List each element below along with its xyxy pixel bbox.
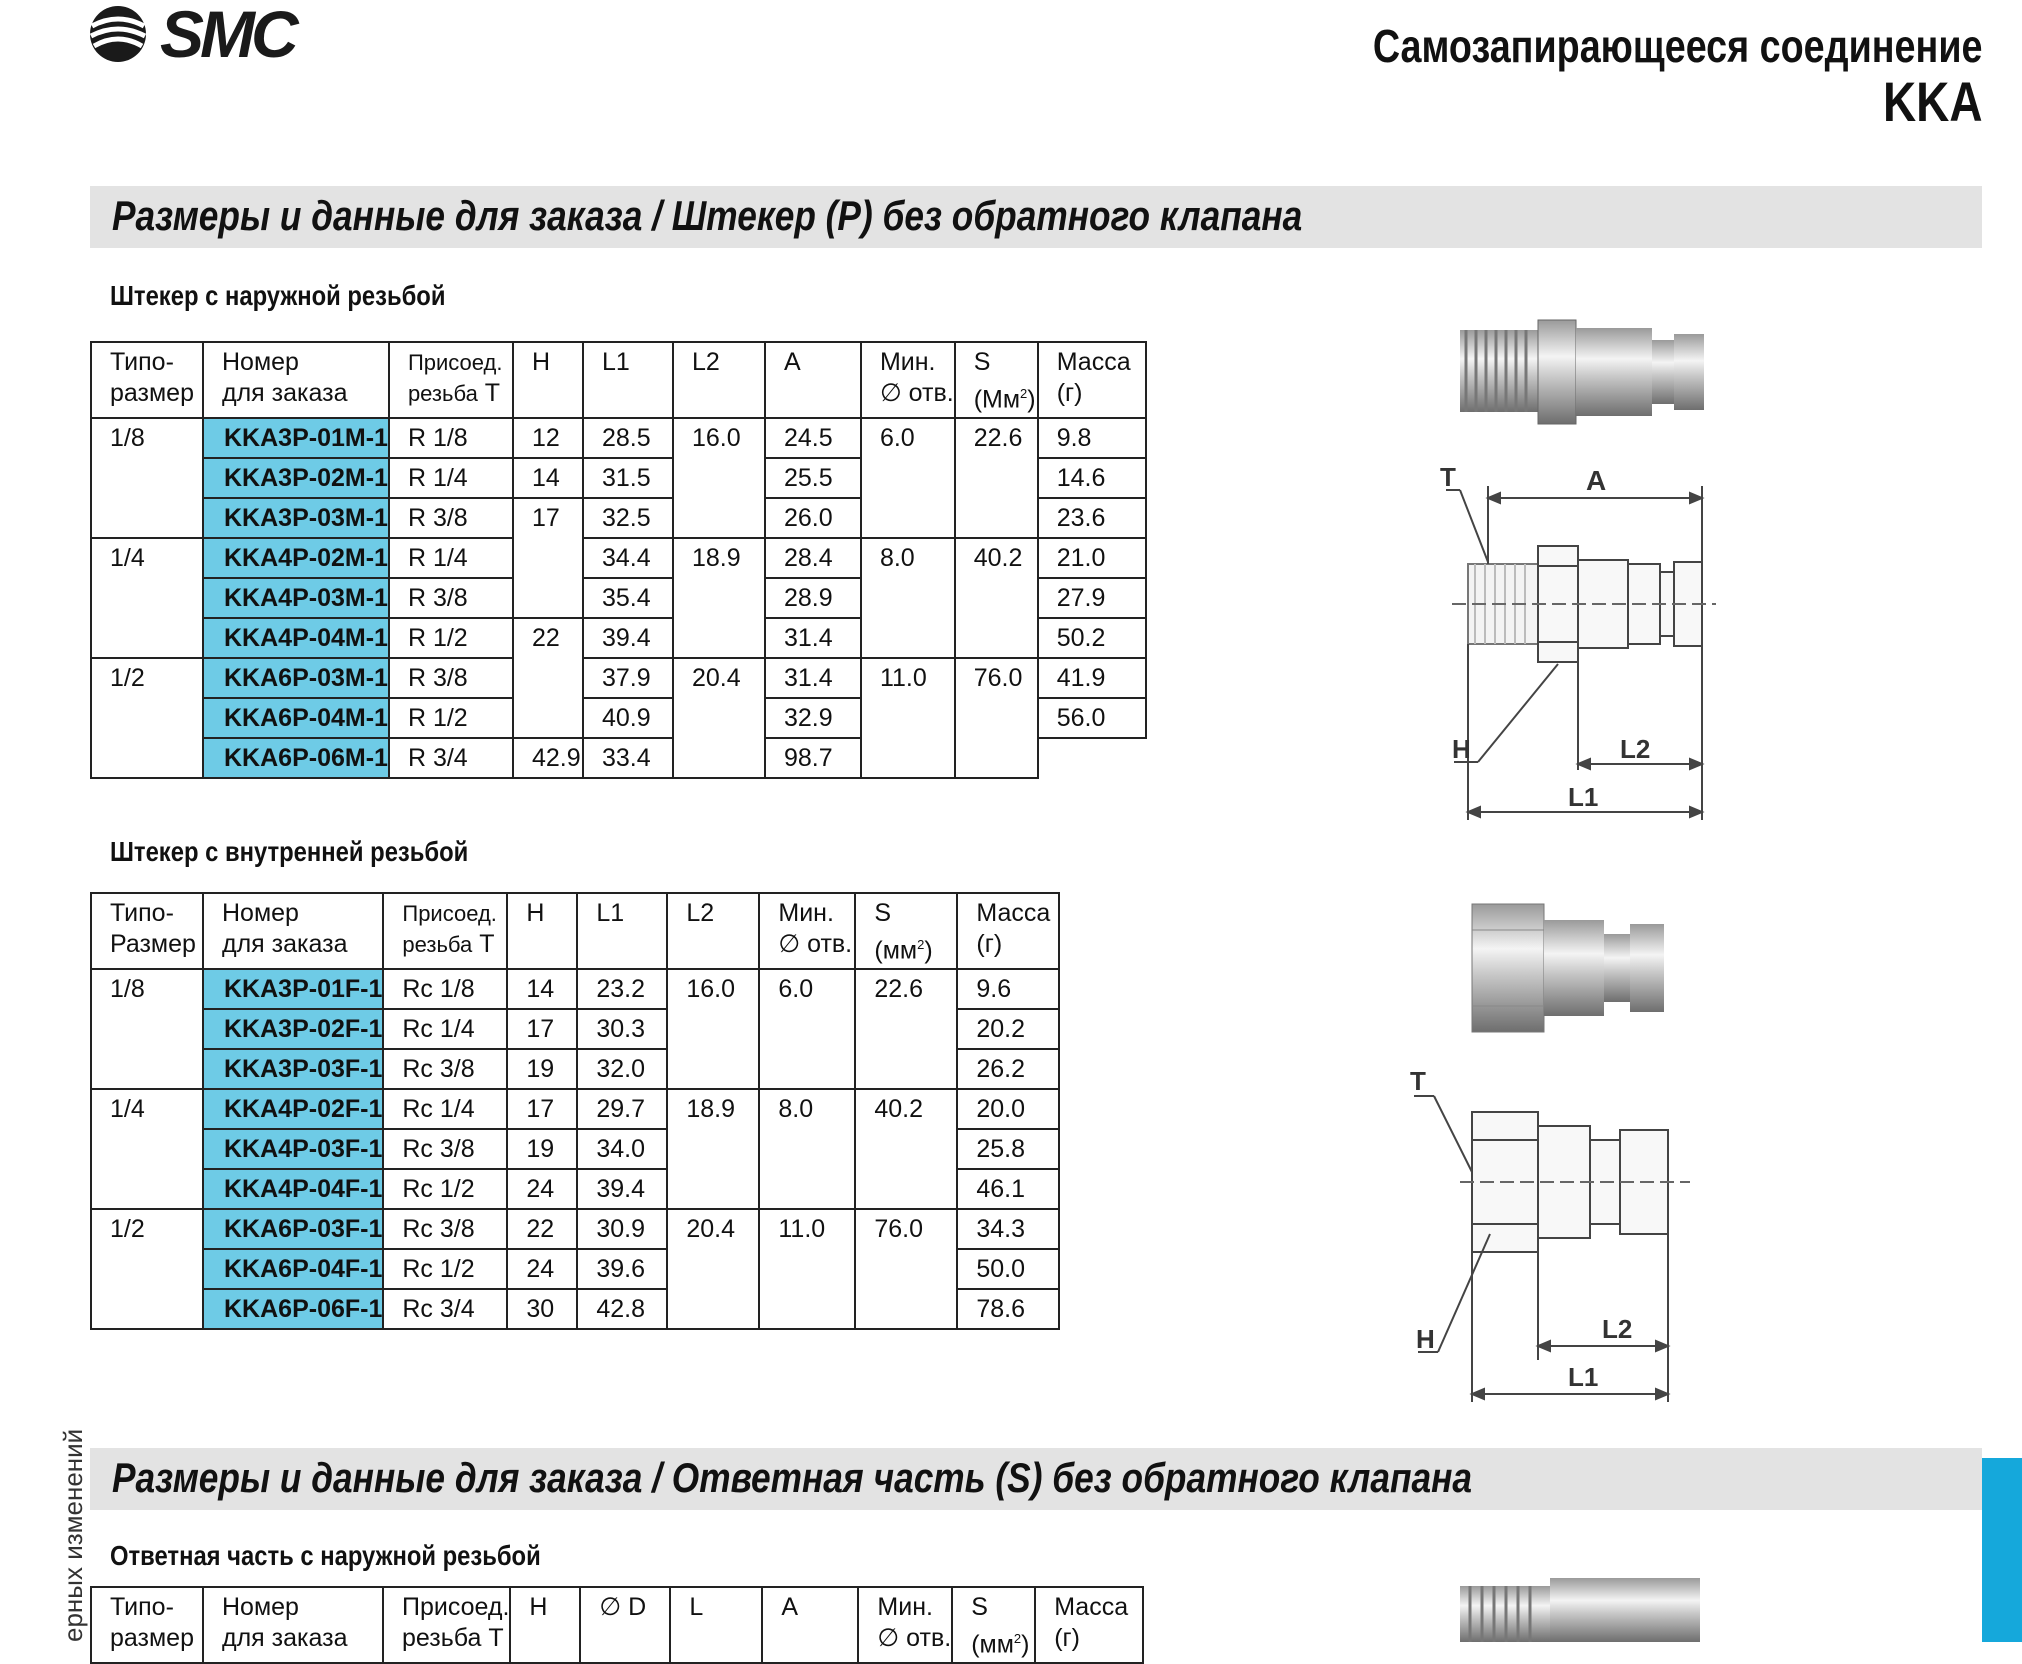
label-h: H xyxy=(1452,734,1471,764)
section-title-1: Размеры и данные для заказа / Штекер (P) без обратного клапана xyxy=(112,192,1303,239)
smc-logo-icon xyxy=(82,4,162,64)
order-number[interactable]: KKA4P-04M-1 xyxy=(203,618,389,658)
thread-cell: Rc 1/8 xyxy=(383,969,507,1009)
order-number[interactable]: KKA3P-01F-1 xyxy=(203,969,383,1009)
table-row xyxy=(91,1209,1059,1249)
order-number[interactable]: KKA3P-03F-1 xyxy=(203,1049,383,1089)
l1-cell: 39.4 xyxy=(583,618,673,658)
mass-cell: 9.6 xyxy=(957,969,1059,1009)
order-number[interactable]: KKA6P-03M-1 xyxy=(203,658,389,698)
col-header: Типо- размер xyxy=(91,342,203,418)
mass-cell: 98.7 xyxy=(765,738,861,778)
col-header: ∅ D xyxy=(580,1587,670,1663)
col-header: S $(Мм^2)$ xyxy=(955,342,1038,418)
order-number[interactable]: KKA3P-03M-1 xyxy=(203,498,389,538)
label-l1: L1 xyxy=(1568,782,1599,812)
a-cell: 31.4 xyxy=(765,618,861,658)
l2-cell: 20.4 xyxy=(667,1209,759,1329)
h-cell: 22 xyxy=(513,618,583,738)
mass-cell: 46.1 xyxy=(957,1169,1059,1209)
col-header: Мин. ∅ отв. xyxy=(858,1587,952,1663)
thread-cell: R 1/2 xyxy=(389,698,513,738)
s-cell: 76.0 xyxy=(955,658,1038,778)
thread-cell: R 3/4 xyxy=(389,738,513,778)
size-cell: 1/4 xyxy=(91,538,203,658)
a-cell: 33.4 xyxy=(583,738,673,778)
thread-cell: R 1/4 xyxy=(389,458,513,498)
order-number[interactable]: KKA3P-02M-1 xyxy=(203,458,389,498)
product-code: KKA xyxy=(1882,70,1982,133)
table-row xyxy=(91,418,1146,458)
l1-cell: 37.9 xyxy=(583,658,673,698)
h-cell: 30 xyxy=(507,1289,577,1329)
col-header: Присоед. резьба T xyxy=(389,342,513,418)
table-external-thread xyxy=(90,341,1147,779)
plug-drawing xyxy=(1446,486,1716,820)
l2-cell: 20.4 xyxy=(673,658,765,778)
thread-cell: R 3/8 xyxy=(389,658,513,698)
side-note: ерных изменений xyxy=(58,1428,88,1642)
l1-cell: 30.3 xyxy=(577,1009,667,1049)
mass-cell: 78.6 xyxy=(957,1289,1059,1329)
l1-cell: 34.4 xyxy=(583,538,673,578)
order-number[interactable]: KKA4P-04F-1 xyxy=(203,1169,383,1209)
section-title-2: Размеры и данные для заказа / Ответная часть (S) без обратного клапана xyxy=(112,1454,1473,1501)
order-number[interactable]: KKA6P-04M-1 xyxy=(203,698,389,738)
thread-cell: R 1/8 xyxy=(389,418,513,458)
thread-cell: Rc 1/4 xyxy=(383,1089,507,1129)
size-cell: 1/2 xyxy=(91,658,203,778)
mass-cell: 26.2 xyxy=(957,1049,1059,1089)
size-cell: 1/8 xyxy=(91,969,203,1089)
col-header: Присоед. резьба T xyxy=(383,1587,510,1663)
table-row xyxy=(91,658,1146,698)
mass-cell: 50.2 xyxy=(1038,618,1146,658)
label-l2: L2 xyxy=(1602,1314,1633,1344)
l2-cell: 16.0 xyxy=(667,969,759,1089)
s-cell: 40.2 xyxy=(955,538,1038,658)
a-cell: 31.4 xyxy=(765,658,861,698)
mass-cell: 56.0 xyxy=(1038,698,1146,738)
table-row xyxy=(91,969,1059,1009)
order-number[interactable]: KKA6P-06F-1 xyxy=(203,1289,383,1329)
smc-logo xyxy=(82,0,312,71)
h-cell: 14 xyxy=(513,458,583,498)
mass-cell: 27.9 xyxy=(1038,578,1146,618)
order-number[interactable]: KKA4P-03F-1 xyxy=(203,1129,383,1169)
section-band-2 xyxy=(90,1448,1982,1510)
label-t: T xyxy=(1440,462,1456,492)
l1-cell: 42.9 xyxy=(513,738,583,778)
thread-cell: Rc 3/4 xyxy=(383,1289,507,1329)
table3-caption: Ответная часть с наружной резьбой xyxy=(110,1540,541,1571)
l1-cell: 32.0 xyxy=(577,1049,667,1089)
col-header: L xyxy=(670,1587,762,1663)
col-header: S $(мм^2)$ xyxy=(952,1587,1035,1663)
h-cell: 14 xyxy=(507,969,577,1009)
col-header: A xyxy=(762,1587,858,1663)
min-hole-cell: 11.0 xyxy=(861,658,955,778)
l2-cell: 18.9 xyxy=(673,538,765,658)
order-number[interactable]: KKA4P-03M-1 xyxy=(203,578,389,618)
thread-cell: R 3/8 xyxy=(389,498,513,538)
min-hole-cell: 8.0 xyxy=(759,1089,855,1209)
a-cell: 24.5 xyxy=(765,418,861,458)
h-cell: 19 xyxy=(507,1049,577,1089)
h-cell: 17 xyxy=(513,498,583,618)
table-row xyxy=(91,1089,1059,1129)
order-number[interactable]: KKA6P-04F-1 xyxy=(203,1249,383,1289)
mass-cell: 9.8 xyxy=(1038,418,1146,458)
l1-cell: 23.2 xyxy=(577,969,667,1009)
h-cell: 17 xyxy=(507,1009,577,1049)
min-hole-cell: 11.0 xyxy=(759,1209,855,1329)
col-header: Номер для заказа xyxy=(203,342,389,418)
label-t: T xyxy=(1410,1066,1426,1096)
plug-internal-thread-figure xyxy=(1380,890,1720,1410)
a-cell: 32.9 xyxy=(765,698,861,738)
label-l2: L2 xyxy=(1620,734,1651,764)
order-number[interactable]: KKA4P-02M-1 xyxy=(203,538,389,578)
logo-text: SMC xyxy=(160,0,295,71)
table2-caption: Штекер с внутренней резьбой xyxy=(110,836,469,867)
label-a: A xyxy=(1586,465,1607,496)
a-cell: 26.0 xyxy=(765,498,861,538)
min-hole-cell: 6.0 xyxy=(759,969,855,1089)
mass-cell: 50.0 xyxy=(957,1249,1059,1289)
col-header: Типо- размер xyxy=(91,1587,203,1663)
side-tab[interactable] xyxy=(1982,1458,2022,1642)
col-header: Присоед. резьба T xyxy=(383,893,507,969)
plug-drawing xyxy=(1414,1096,1690,1402)
table-row xyxy=(91,538,1146,578)
l1-cell: 28.5 xyxy=(583,418,673,458)
order-number[interactable]: KKA3P-01M-1 xyxy=(203,418,389,458)
col-header: L1 xyxy=(583,342,673,418)
order-number[interactable]: KKA4P-02F-1 xyxy=(203,1089,383,1129)
size-cell: 1/8 xyxy=(91,418,203,538)
section-band-1 xyxy=(90,186,1982,248)
col-header: Мин. ∅ отв. xyxy=(759,893,855,969)
thread-cell: Rc 1/2 xyxy=(383,1249,507,1289)
l2-cell: 16.0 xyxy=(673,418,765,538)
s-cell: 22.6 xyxy=(855,969,957,1089)
plug-photo xyxy=(1472,904,1664,1032)
s-cell: 76.0 xyxy=(855,1209,957,1329)
l1-cell: 29.7 xyxy=(577,1089,667,1129)
plug-photo xyxy=(1460,320,1704,424)
thread-cell: Rc 3/8 xyxy=(383,1129,507,1169)
l1-cell: 30.9 xyxy=(577,1209,667,1249)
col-header: Мин. ∅ отв. xyxy=(861,342,955,418)
thread-cell: Rc 1/4 xyxy=(383,1009,507,1049)
thread-cell: Rc 3/8 xyxy=(383,1209,507,1249)
mass-cell: 23.6 xyxy=(1038,498,1146,538)
h-cell: 19 xyxy=(507,1129,577,1169)
h-cell: 24 xyxy=(507,1249,577,1289)
mass-cell: 21.0 xyxy=(1038,538,1146,578)
mass-cell: 25.8 xyxy=(957,1129,1059,1169)
a-cell: 28.4 xyxy=(765,538,861,578)
col-header: S $(мм^2)$ xyxy=(855,893,957,969)
order-number[interactable]: KKA6P-03F-1 xyxy=(203,1209,383,1249)
table-socket-external-thread xyxy=(90,1586,1144,1664)
product-title: Самозапирающееся соединение xyxy=(1372,20,1982,72)
col-header: H xyxy=(510,1587,580,1663)
col-header: Типо- Размер xyxy=(91,893,203,969)
l1-cell: 31.5 xyxy=(583,458,673,498)
table-internal-thread xyxy=(90,892,1060,1330)
l1-cell: 39.6 xyxy=(577,1249,667,1289)
min-hole-cell: 6.0 xyxy=(861,418,955,538)
order-number[interactable]: KKA6P-06M-1 xyxy=(203,738,389,778)
col-header: Номер для заказа xyxy=(203,1587,383,1663)
h-cell: 12 xyxy=(513,418,583,458)
mass-cell: 41.9 xyxy=(1038,658,1146,698)
thread-cell: R 3/8 xyxy=(389,578,513,618)
l1-cell: 40.9 xyxy=(583,698,673,738)
page-title xyxy=(1372,18,1982,133)
col-header: Масса (г) xyxy=(1035,1587,1143,1663)
h-cell: 22 xyxy=(507,1209,577,1249)
thread-cell: Rc 1/2 xyxy=(383,1169,507,1209)
size-cell: 1/2 xyxy=(91,1209,203,1329)
label-l1: L1 xyxy=(1568,1362,1599,1392)
order-number[interactable]: KKA3P-02F-1 xyxy=(203,1009,383,1049)
l1-cell: 42.8 xyxy=(577,1289,667,1329)
l2-cell: 18.9 xyxy=(667,1089,759,1209)
col-header: Масса (г) xyxy=(1038,342,1146,418)
mass-cell: 34.3 xyxy=(957,1209,1059,1249)
a-cell: 25.5 xyxy=(765,458,861,498)
col-header: Номер для заказа xyxy=(203,893,383,969)
a-cell: 28.9 xyxy=(765,578,861,618)
col-header: L2 xyxy=(673,342,765,418)
thread-cell: Rc 3/8 xyxy=(383,1049,507,1089)
col-header: L1 xyxy=(577,893,667,969)
thread-cell: R 1/2 xyxy=(389,618,513,658)
h-cell: 17 xyxy=(507,1089,577,1129)
thread-cell: R 1/4 xyxy=(389,538,513,578)
l1-cell: 35.4 xyxy=(583,578,673,618)
plug-external-thread-figure xyxy=(1380,300,1740,840)
l1-cell: 34.0 xyxy=(577,1129,667,1169)
col-header: H xyxy=(507,893,577,969)
col-header: Масса (г) xyxy=(957,893,1059,969)
col-header: A xyxy=(765,342,861,418)
s-cell: 40.2 xyxy=(855,1089,957,1209)
min-hole-cell: 8.0 xyxy=(861,538,955,658)
mass-cell: 20.2 xyxy=(957,1009,1059,1049)
col-header: H xyxy=(513,342,583,418)
socket-photo xyxy=(1460,1576,1700,1642)
l1-cell: 39.4 xyxy=(577,1169,667,1209)
label-h: H xyxy=(1416,1324,1435,1354)
mass-cell: 14.6 xyxy=(1038,458,1146,498)
l1-cell: 32.5 xyxy=(583,498,673,538)
size-cell: 1/4 xyxy=(91,1089,203,1209)
s-cell: 22.6 xyxy=(955,418,1038,538)
mass-cell: 20.0 xyxy=(957,1089,1059,1129)
col-header: L2 xyxy=(667,893,759,969)
table1-caption: Штекер с наружной резьбой xyxy=(110,280,446,311)
h-cell: 24 xyxy=(507,1169,577,1209)
